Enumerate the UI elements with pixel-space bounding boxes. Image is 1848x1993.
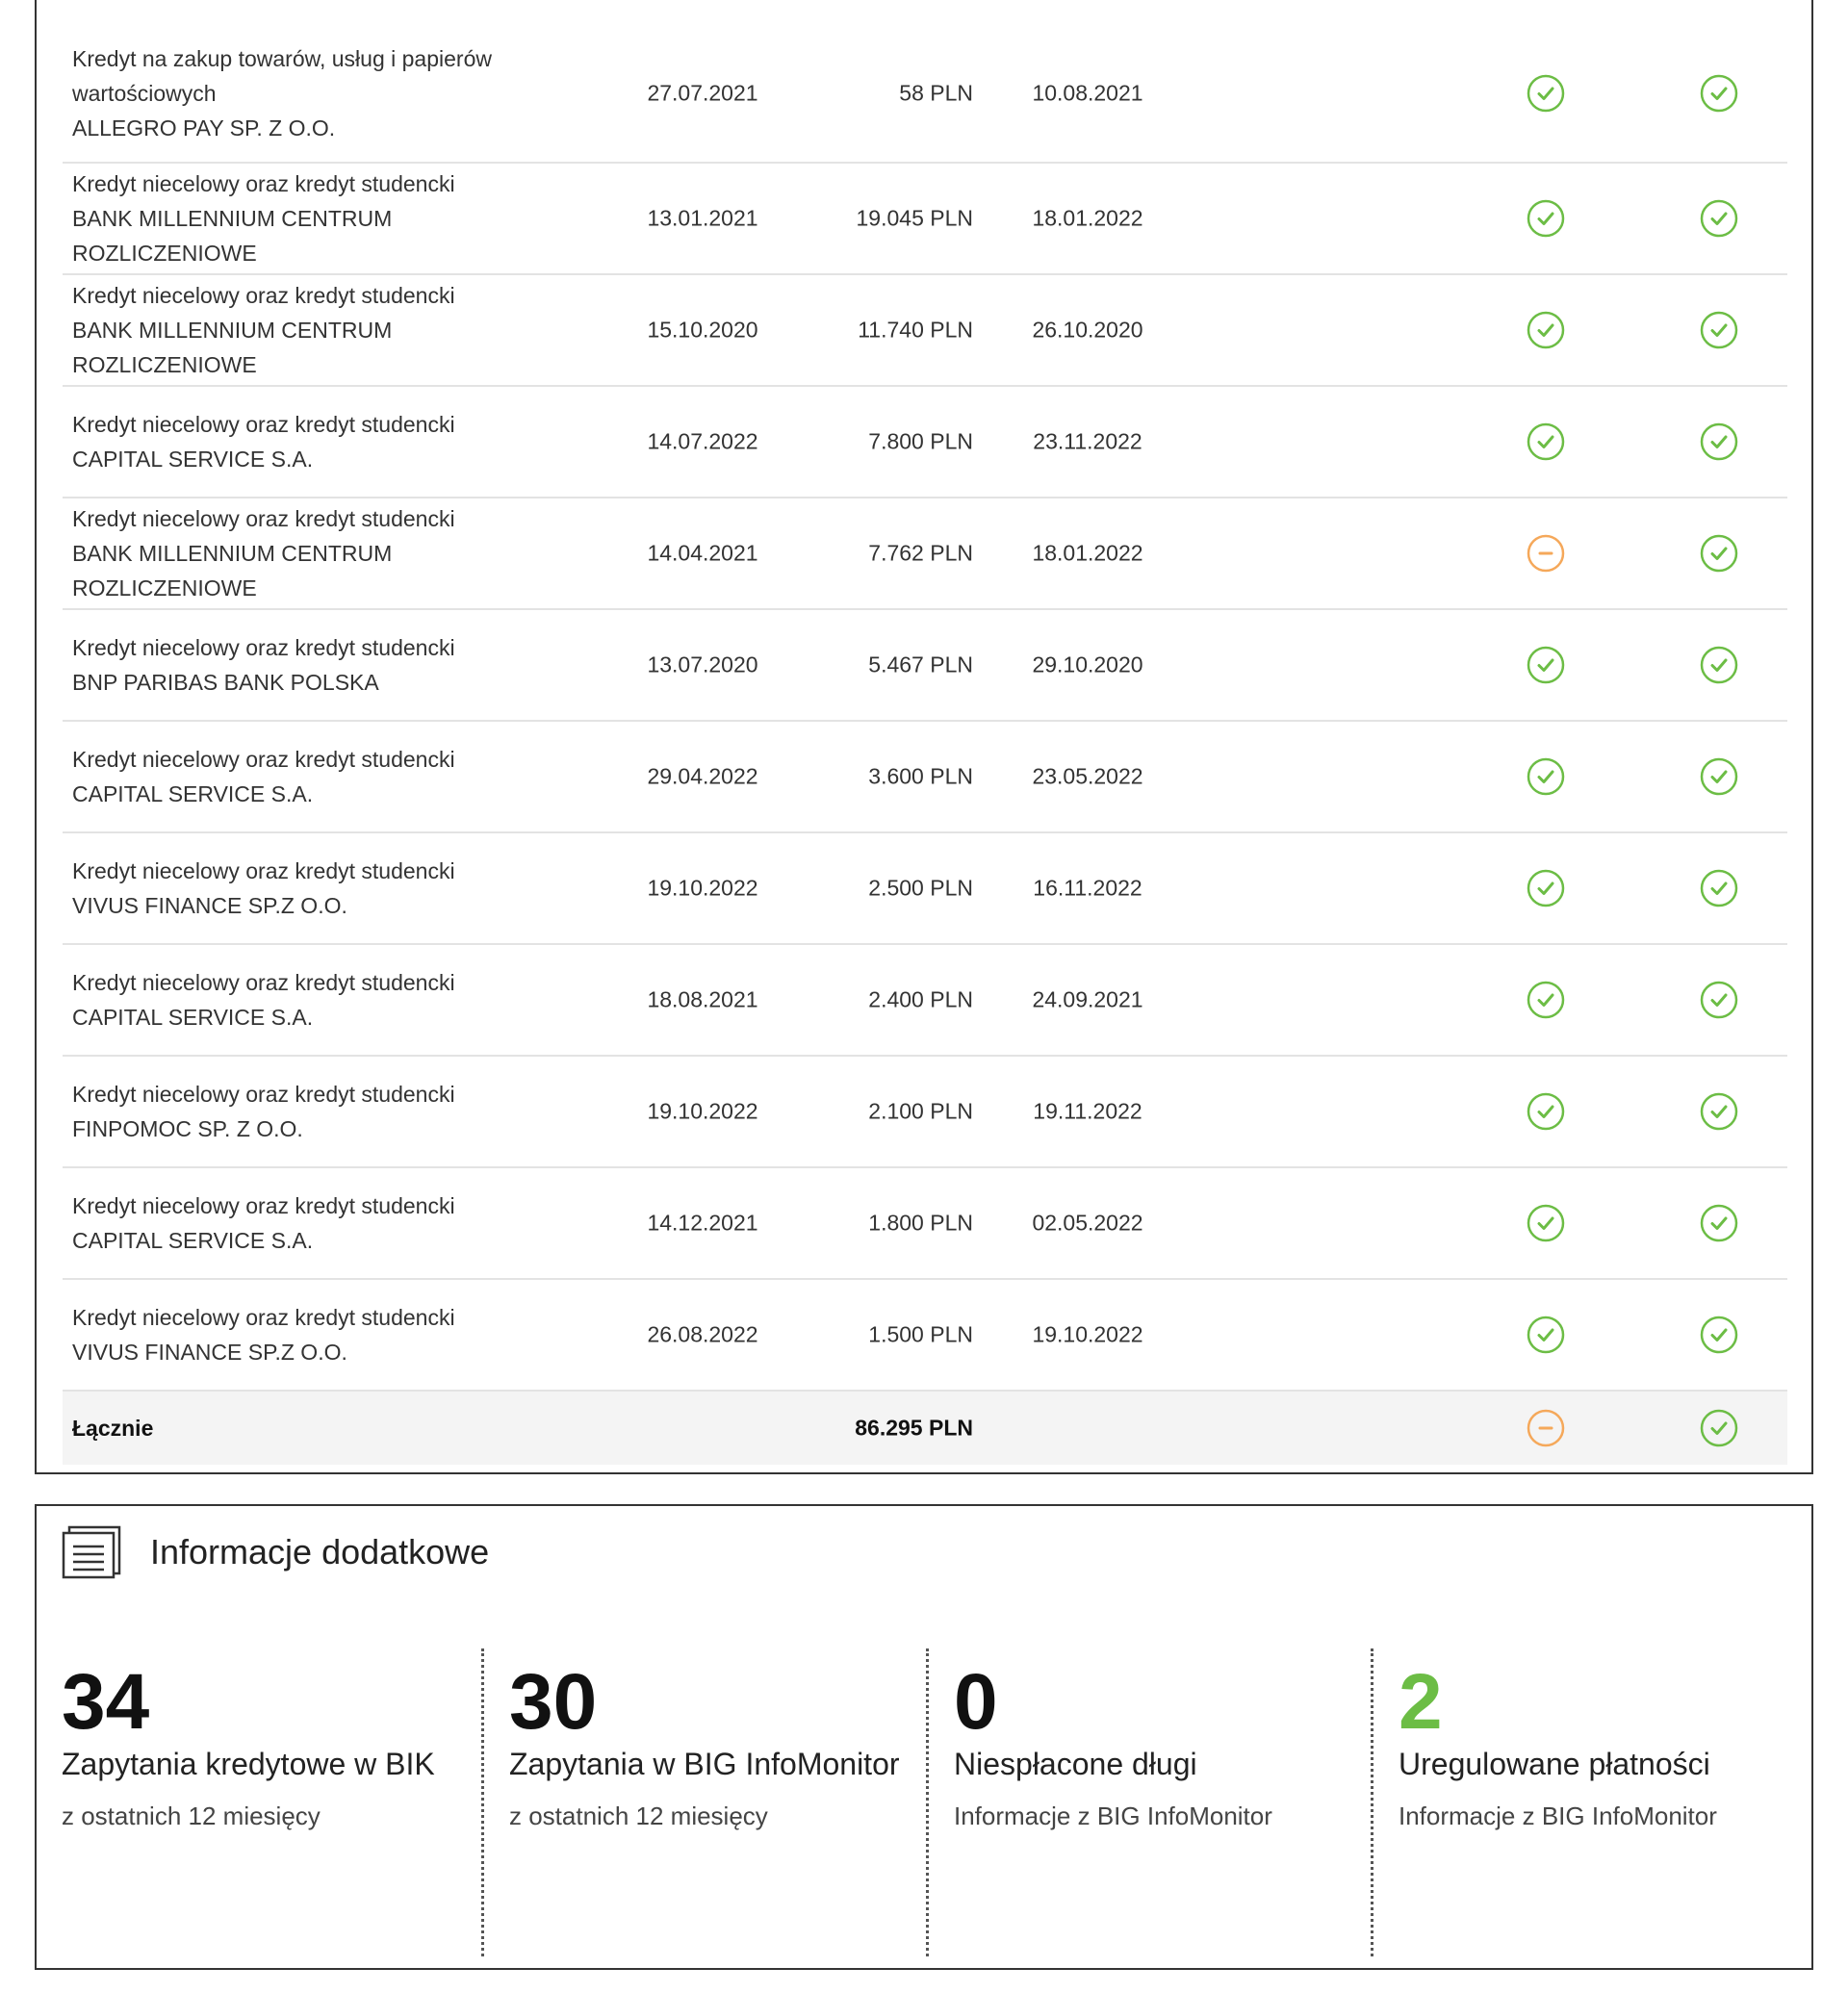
credit-status-2 (1700, 1204, 1738, 1242)
credit-lender: CAPITAL SERVICE S.A. (72, 781, 314, 806)
stat-sub: z ostatnich 12 miesięcy (509, 1801, 768, 1830)
credit-type: Kredyt niecelowy oraz kredyt studencki (72, 970, 455, 995)
check-circle-icon (1700, 422, 1738, 461)
credit-status-1 (1527, 199, 1565, 238)
credit-status-2 (1700, 534, 1738, 573)
total-amount: 86.295 PLN (855, 1415, 973, 1441)
credit-status-2 (1700, 646, 1738, 684)
credit-end-date: 16.11.2022 (1033, 875, 1142, 901)
table-row (63, 610, 1787, 722)
check-circle-icon (1700, 74, 1738, 113)
table-row (63, 722, 1787, 833)
check-circle-icon (1700, 311, 1738, 349)
check-circle-icon (1700, 757, 1738, 796)
credit-start-date: 26.08.2022 (647, 1321, 758, 1347)
credit-type: Kredyt niecelowy oraz kredyt studencki (72, 171, 455, 196)
credit-status-1 (1527, 757, 1565, 796)
additional-info-panel (35, 1504, 1813, 1970)
credit-start-date: 29.04.2022 (647, 763, 758, 789)
table-row (63, 1280, 1787, 1392)
credit-description (72, 965, 573, 1035)
check-circle-icon (1527, 1092, 1565, 1131)
credit-amount: 1.500 PLN (868, 1321, 973, 1347)
credit-status-1 (1527, 869, 1565, 907)
credit-lender: CAPITAL SERVICE S.A. (72, 447, 314, 472)
check-circle-icon (1700, 1409, 1738, 1447)
credit-description (72, 41, 573, 145)
credit-start-date: 19.10.2022 (647, 1098, 758, 1124)
check-circle-icon (1700, 981, 1738, 1019)
credits-panel (35, 0, 1813, 1474)
credit-lender: VIVUS FINANCE SP.Z O.O. (72, 1340, 347, 1365)
check-circle-icon (1527, 74, 1565, 113)
total-status-2 (1700, 1409, 1738, 1447)
credit-type: Kredyt niecelowy oraz kredyt studencki (72, 412, 455, 437)
credit-start-date: 13.01.2021 (647, 205, 758, 231)
credits-table (63, 25, 1787, 1465)
credit-type: Kredyt niecelowy oraz kredyt studencki (72, 747, 455, 772)
credit-amount: 2.400 PLN (868, 986, 973, 1012)
check-circle-icon (1700, 869, 1738, 907)
table-row (63, 945, 1787, 1057)
credit-lender: BANK MILLENNIUM CENTRUM ROZLICZENIOWE (72, 206, 393, 266)
table-row (63, 1168, 1787, 1280)
credit-status-1 (1527, 534, 1565, 573)
check-circle-icon (1527, 311, 1565, 349)
credit-status-2 (1700, 757, 1738, 796)
credit-end-date: 24.09.2021 (1032, 986, 1143, 1012)
check-circle-icon (1527, 422, 1565, 461)
credit-end-date: 10.08.2021 (1032, 80, 1143, 106)
check-circle-icon (1700, 1092, 1738, 1131)
check-circle-icon (1527, 1316, 1565, 1354)
credit-status-1 (1527, 74, 1565, 113)
credit-type: Kredyt niecelowy oraz kredyt studencki (72, 283, 455, 308)
credit-amount: 2.500 PLN (868, 875, 973, 901)
credit-description (72, 1300, 573, 1369)
check-circle-icon (1700, 1316, 1738, 1354)
check-circle-icon (1527, 199, 1565, 238)
credit-end-date: 18.01.2022 (1032, 540, 1143, 566)
credit-description (72, 630, 573, 700)
credit-status-1 (1527, 1204, 1565, 1242)
credit-start-date: 27.07.2021 (647, 80, 758, 106)
credit-description (72, 854, 573, 923)
total-row (63, 1392, 1787, 1465)
credit-start-date: 13.07.2020 (647, 652, 758, 677)
credit-type: Kredyt na zakup towarów, usług i papierów (72, 46, 492, 71)
credit-amount: 5.467 PLN (868, 652, 973, 677)
credit-end-date: 18.01.2022 (1032, 205, 1143, 231)
credit-description (72, 278, 573, 382)
credit-description (72, 1077, 573, 1146)
check-circle-icon (1527, 757, 1565, 796)
credit-description (72, 501, 573, 605)
stat-sub: z ostatnich 12 miesięcy (62, 1801, 321, 1830)
credit-end-date: 29.10.2020 (1032, 652, 1143, 677)
credit-start-date: 14.12.2021 (647, 1210, 758, 1236)
credit-status-2 (1700, 74, 1738, 113)
table-row (63, 833, 1787, 945)
credit-type: Kredyt niecelowy oraz kredyt studencki (72, 858, 455, 883)
credit-lender: CAPITAL SERVICE S.A. (72, 1005, 314, 1030)
credit-type: Kredyt niecelowy oraz kredyt studencki (72, 1193, 455, 1218)
credit-status-2 (1700, 869, 1738, 907)
additional-info-header (62, 1523, 489, 1581)
credit-status-1 (1527, 1316, 1565, 1354)
credit-status-1 (1527, 422, 1565, 461)
credit-type-cont: wartościowych (72, 81, 217, 106)
check-circle-icon (1700, 199, 1738, 238)
check-circle-icon (1527, 1204, 1565, 1242)
credit-status-2 (1700, 199, 1738, 238)
check-circle-icon (1527, 869, 1565, 907)
credit-amount: 7.800 PLN (868, 428, 973, 454)
stat-label: Niespłacone długi (954, 1747, 1197, 1781)
credit-end-date: 23.05.2022 (1032, 763, 1143, 789)
credit-status-1 (1527, 981, 1565, 1019)
stats-row (62, 1648, 1794, 1956)
credit-type: Kredyt niecelowy oraz kredyt studencki (72, 506, 455, 531)
credit-status-1 (1527, 311, 1565, 349)
minus-circle-icon (1527, 1409, 1565, 1447)
stat-sub: Informacje z BIG InfoMonitor (954, 1801, 1272, 1830)
check-circle-icon (1700, 1204, 1738, 1242)
document-list-icon (62, 1525, 123, 1579)
table-row (63, 164, 1787, 275)
credit-description (72, 742, 573, 811)
credit-amount: 58 PLN (899, 80, 973, 106)
credit-lender: CAPITAL SERVICE S.A. (72, 1228, 314, 1253)
credits-table-body (63, 25, 1787, 1392)
stat-number: 0 (954, 1658, 998, 1746)
stat-label: Uregulowane płatności (1399, 1747, 1710, 1781)
total-status-1 (1527, 1409, 1565, 1447)
check-circle-icon (1700, 534, 1738, 573)
credit-end-date: 26.10.2020 (1032, 317, 1143, 343)
stat-label: Zapytania kredytowe w BIK (62, 1747, 435, 1781)
stat-number: 2 (1399, 1658, 1443, 1746)
credit-amount: 19.045 PLN (856, 205, 973, 231)
table-row (63, 25, 1787, 164)
credit-description (72, 407, 573, 476)
table-row (63, 498, 1787, 610)
table-row (63, 1057, 1787, 1168)
stat-settled-payments (1371, 1648, 1815, 1956)
stat-number: 34 (62, 1658, 150, 1746)
credit-amount: 7.762 PLN (868, 540, 973, 566)
stat-label: Zapytania w BIG InfoMonitor (509, 1747, 900, 1781)
credit-description (72, 166, 573, 270)
table-row (63, 387, 1787, 498)
credit-start-date: 14.04.2021 (647, 540, 758, 566)
minus-circle-icon (1527, 534, 1565, 573)
credit-start-date: 18.08.2021 (647, 986, 758, 1012)
additional-info-title: Informacje dodatkowe (150, 1532, 490, 1571)
credit-status-1 (1527, 646, 1565, 684)
credit-start-date: 19.10.2022 (647, 875, 758, 901)
credit-lender: BANK MILLENNIUM CENTRUM ROZLICZENIOWE (72, 318, 393, 377)
check-circle-icon (1527, 646, 1565, 684)
credit-lender: BNP PARIBAS BANK POLSKA (72, 670, 379, 695)
credit-status-1 (1527, 1092, 1565, 1131)
credit-status-2 (1700, 311, 1738, 349)
credit-type: Kredyt niecelowy oraz kredyt studencki (72, 1305, 455, 1330)
stat-number: 30 (509, 1658, 598, 1746)
credit-lender: VIVUS FINANCE SP.Z O.O. (72, 893, 347, 918)
stat-bik-queries (62, 1648, 506, 1956)
check-circle-icon (1527, 981, 1565, 1019)
check-circle-icon (1700, 646, 1738, 684)
credit-lender: FINPOMOC SP. Z O.O. (72, 1116, 303, 1141)
credit-amount: 3.600 PLN (868, 763, 973, 789)
stat-big-queries (481, 1648, 926, 1956)
credit-description (72, 1188, 573, 1258)
credit-amount: 11.740 PLN (858, 317, 973, 343)
credit-start-date: 15.10.2020 (647, 317, 758, 343)
credit-status-2 (1700, 1316, 1738, 1354)
credit-lender: BANK MILLENNIUM CENTRUM ROZLICZENIOWE (72, 541, 393, 600)
credit-end-date: 23.11.2022 (1033, 428, 1142, 454)
stat-sub: Informacje z BIG InfoMonitor (1399, 1801, 1717, 1830)
credit-end-date: 02.05.2022 (1032, 1210, 1143, 1236)
total-label: Łącznie (72, 1416, 154, 1441)
table-row (63, 275, 1787, 387)
credit-status-2 (1700, 981, 1738, 1019)
credit-status-2 (1700, 422, 1738, 461)
credit-amount: 1.800 PLN (868, 1210, 973, 1236)
credit-status-2 (1700, 1092, 1738, 1131)
credit-type: Kredyt niecelowy oraz kredyt studencki (72, 635, 455, 660)
credit-end-date: 19.11.2022 (1033, 1098, 1142, 1124)
credit-end-date: 19.10.2022 (1032, 1321, 1143, 1347)
credit-type: Kredyt niecelowy oraz kredyt studencki (72, 1082, 455, 1107)
credit-lender: ALLEGRO PAY SP. Z O.O. (72, 115, 336, 141)
stat-unpaid-debts (926, 1648, 1371, 1956)
credit-start-date: 14.07.2022 (647, 428, 758, 454)
credit-amount: 2.100 PLN (868, 1098, 973, 1124)
